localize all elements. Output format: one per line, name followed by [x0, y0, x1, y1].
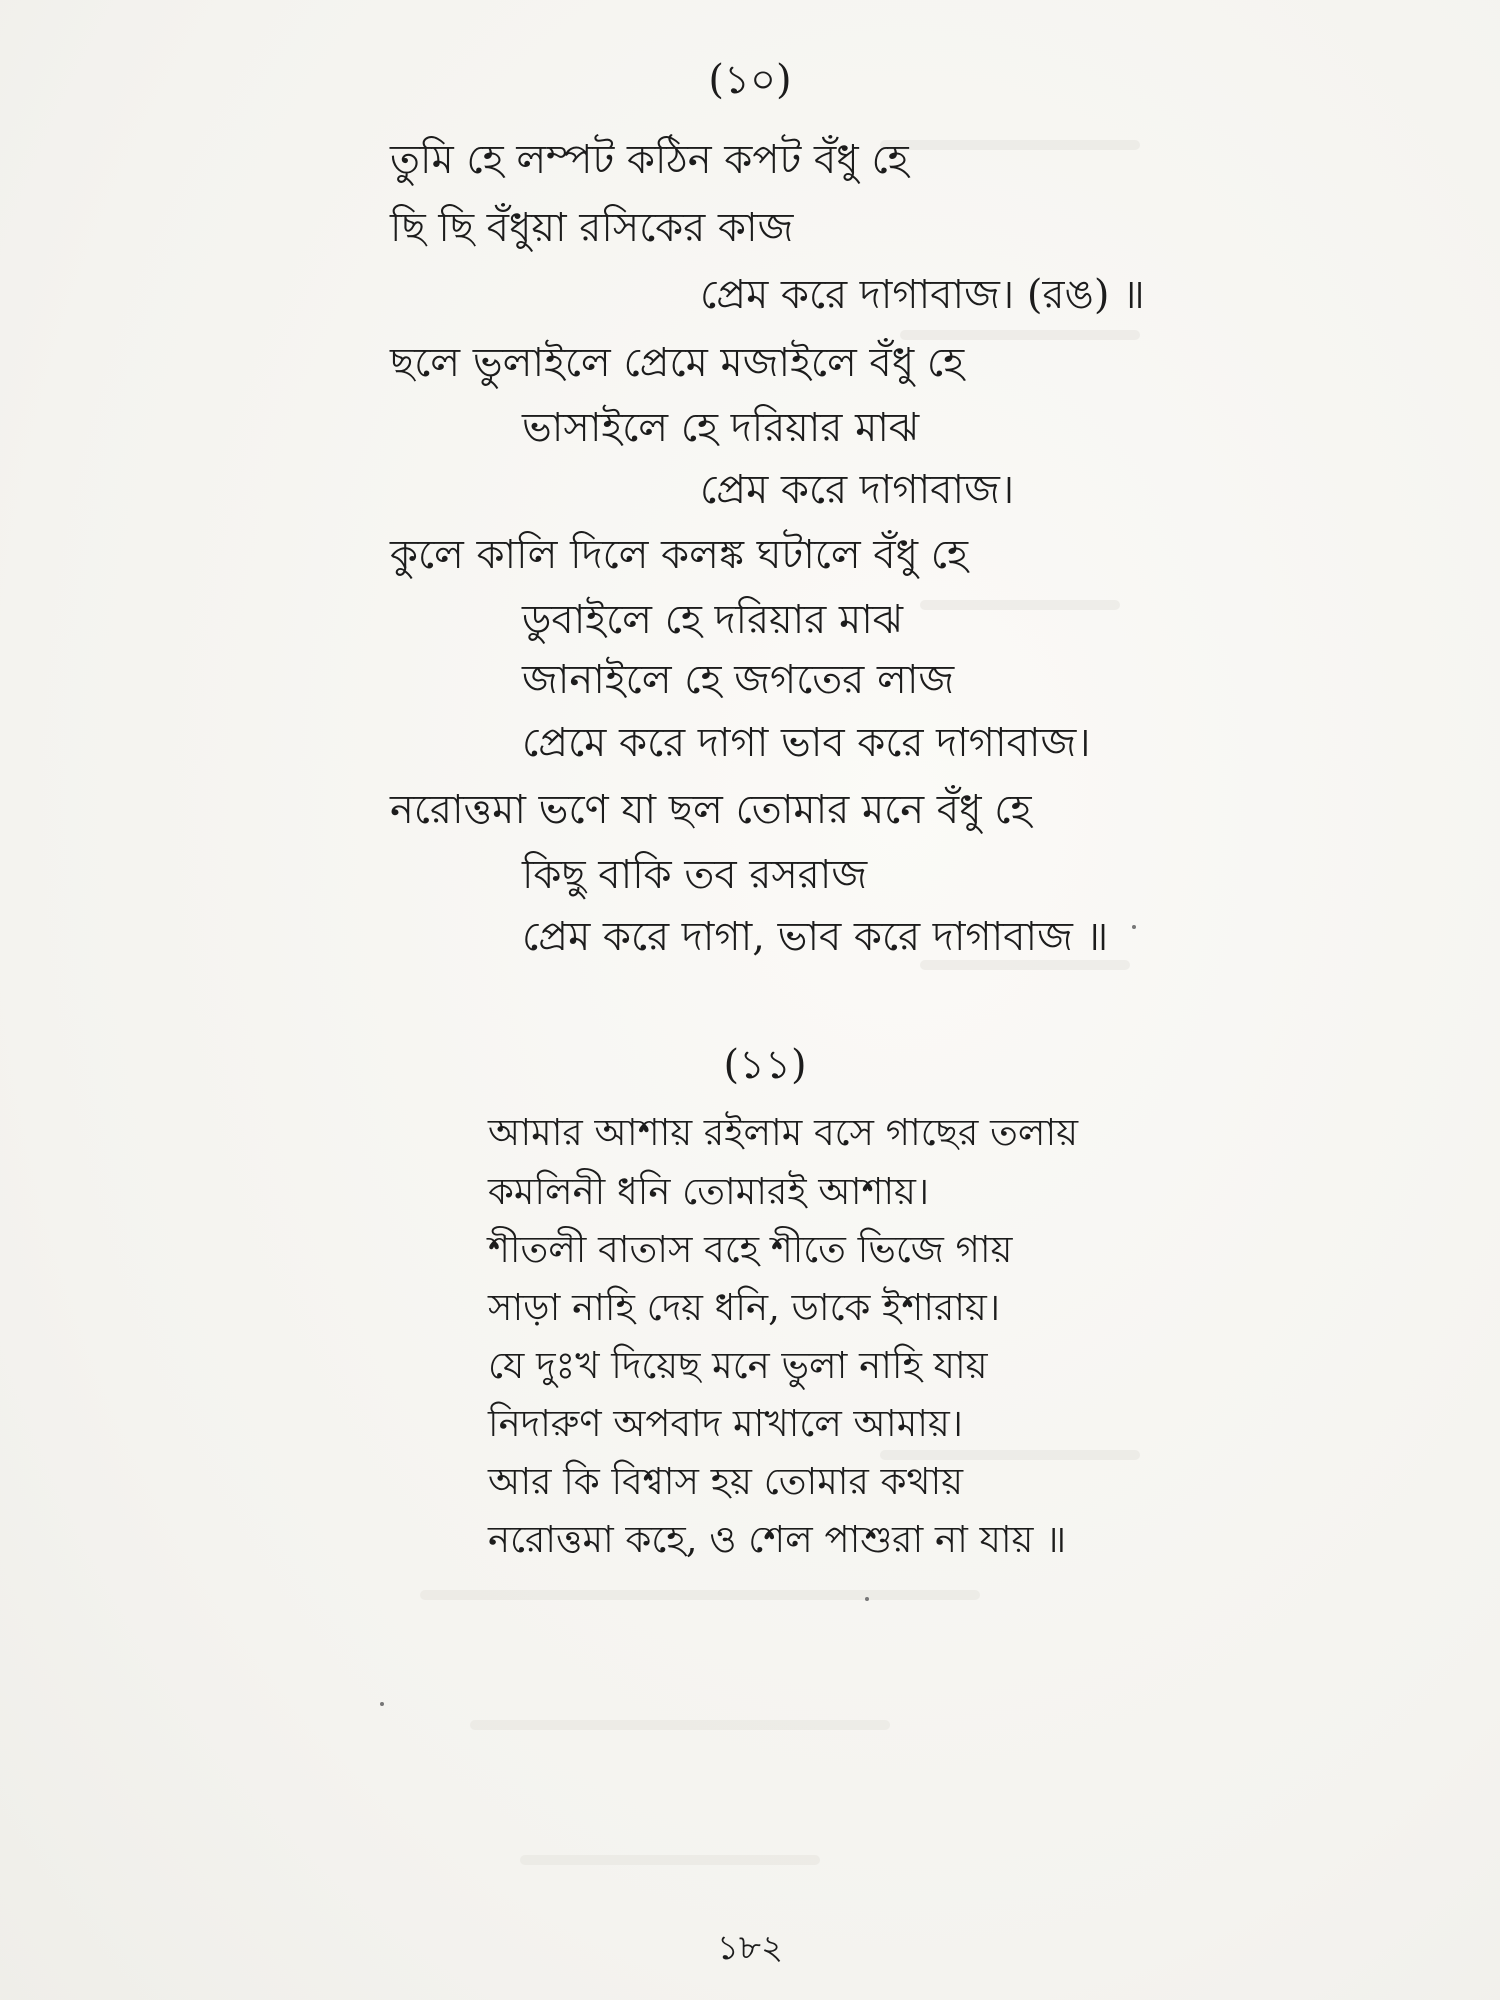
song-10-line-9: জানাইলে হে জগতের লাজ — [522, 657, 955, 703]
song-11-heading: (১১) — [723, 1042, 807, 1088]
paper-speck — [865, 1597, 869, 1601]
song-11-line-5: যে দুঃখ দিয়েছ মনে ভুলা নাহি যায় — [488, 1344, 988, 1387]
song-10-line-2: ছি ছি বঁধুয়া রসিকের কাজ — [390, 205, 794, 251]
show-through-mark — [520, 1855, 820, 1865]
song-10-line-12: কিছু বাকি তব রসরাজ — [522, 852, 868, 898]
page-number: ১৮২ — [716, 1928, 784, 1968]
song-11-line-4: সাড়া নাহি দেয় ধনি, ডাকে ইশারায়। — [488, 1286, 1001, 1329]
show-through-mark — [470, 1720, 890, 1730]
paper-speck — [380, 1702, 384, 1706]
song-11-line-8: নরোত্তমা কহে, ও শেল পাশুরা না যায় ॥ — [488, 1518, 1067, 1561]
song-11-line-7: আর কি বিশ্বাস হয় তোমার কথায় — [488, 1460, 963, 1503]
song-10-heading: (১০) — [708, 57, 792, 103]
show-through-mark — [880, 140, 1140, 150]
song-10-line-13: প্রেম করে দাগা, ভাব করে দাগাবাজ ॥ — [522, 914, 1109, 960]
show-through-mark — [920, 600, 1120, 610]
song-10-line-6: প্রেম করে দাগাবাজ। — [700, 467, 1015, 513]
paper-speck — [1132, 925, 1136, 929]
show-through-mark — [420, 1590, 980, 1600]
song-10-line-5: ভাসাইলে হে দরিয়ার মাঝ — [522, 405, 920, 451]
song-10-line-4: ছলে ভুলাইলে প্রেমে মজাইলে বঁধু হে — [390, 340, 965, 386]
song-11-line-6: নিদারুণ অপবাদ মাখালে আমায়। — [488, 1402, 964, 1445]
song-10-line-3: প্রেম করে দাগাবাজ। (রঙ) ॥ — [700, 272, 1145, 318]
song-10-line-7: কুলে কালি দিলে কলঙ্ক ঘটালে বঁধু হে — [390, 532, 969, 578]
song-10-line-8: ডুবাইলে হে দরিয়ার মাঝ — [522, 597, 904, 643]
song-11-line-2: কমলিনী ধনি তোমারই আশায়। — [488, 1170, 930, 1213]
song-11-line-3: শীতলী বাতাস বহে শীতে ভিজে গায় — [488, 1228, 1013, 1271]
song-11-line-1: আমার আশায় রইলাম বসে গাছের তলায় — [488, 1111, 1078, 1154]
song-10-line-11: নরোত্তমা ভণে যা ছল তোমার মনে বঁধু হে — [390, 787, 1032, 833]
song-10-line-10: প্রেমে করে দাগা ভাব করে দাগাবাজ। — [522, 720, 1091, 766]
song-10-line-1: তুমি হে লম্পট কঠিন কপট বঁধু হে — [390, 137, 909, 183]
